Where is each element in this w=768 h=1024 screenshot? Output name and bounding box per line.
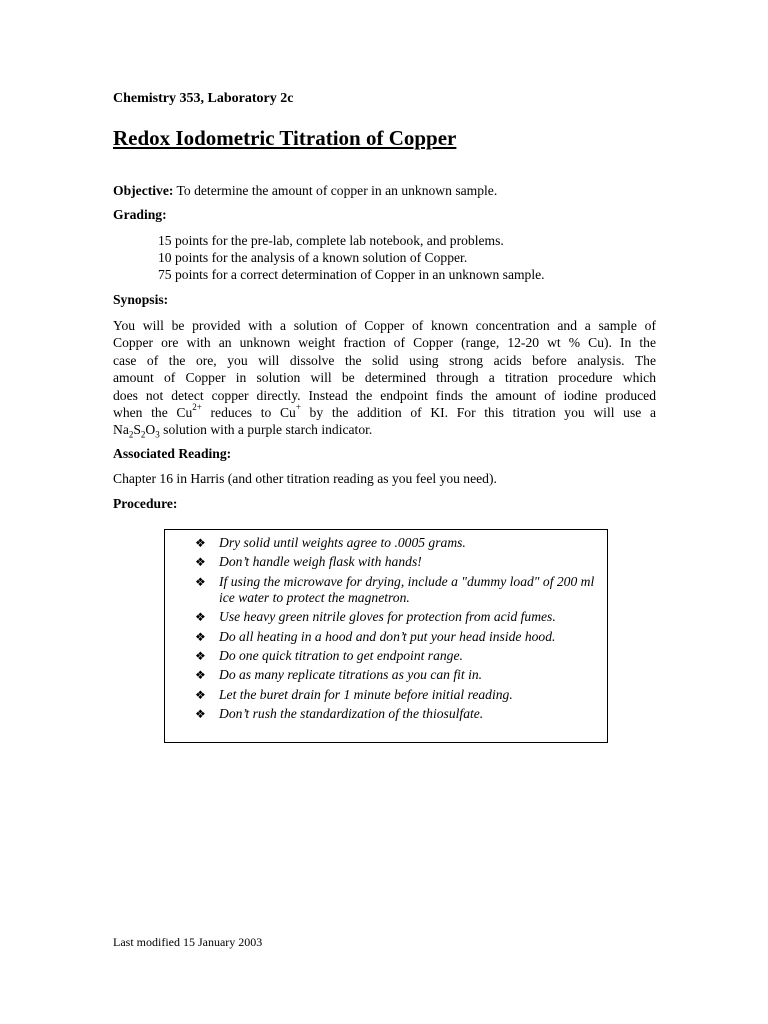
procedure-item-text: Don’t handle weigh flask with hands!: [219, 554, 422, 570]
last-modified-footer: Last modified 15 January 2003: [113, 935, 263, 949]
subscript: 3: [155, 430, 160, 441]
procedure-item-text: Let the buret drain for 1 minute before initial reading.: [219, 686, 513, 702]
procedure-item: [195, 574, 595, 606]
synopsis-line: You will be provided with a solution of Copper of known concentration and a sample of: [113, 318, 656, 333]
objective-label: Objective:: [113, 183, 174, 198]
procedure-item-text: Dry solid until weights agree to .0005 grams.: [219, 535, 466, 550]
subscript: 2: [128, 430, 134, 441]
synopsis-line-formula: [113, 401, 656, 421]
synopsis-line: amount of Copper in solution will be determined through a titration procedure which: [113, 370, 656, 386]
procedure-item-text: Don’t rush the standardization of the thiosulfate.: [219, 706, 484, 722]
text-fragment: Na: [113, 422, 129, 438]
procedure-item: [195, 554, 595, 570]
procedure-item: [195, 629, 595, 645]
grading-item: 75 points for a correct determination of Copper in an unknown sample.: [158, 267, 545, 282]
grading-item: 10 points for the analysis of a known solution of Copper.: [158, 250, 468, 265]
procedure-box: [164, 529, 608, 743]
reading-heading: Associated Reading:: [113, 446, 232, 461]
synopsis-line: case of the ore, you will dissolve the solid using strong acids before analysis. The: [113, 352, 656, 368]
procedure-item-text: If using the microwave for drying, include a "dummy load" of 200 ml ice water to protect the magnetron.: [219, 573, 595, 605]
procedure-item: [195, 648, 595, 664]
objective-section: [113, 182, 497, 199]
diamond-bullet-icon: ❖: [195, 574, 206, 589]
diamond-bullet-icon: ❖: [195, 687, 206, 702]
procedure-heading: Procedure:: [113, 496, 178, 511]
synopsis-paragraph: [113, 317, 656, 439]
procedure-item-text: Do one quick titration to get endpoint range.: [219, 647, 463, 663]
procedure-item: [195, 706, 595, 722]
procedure-item: [195, 687, 595, 703]
synopsis-line: Copper ore with an unknown weight fraction of Copper (range, 12-20 wt % Cu). In the: [113, 335, 656, 351]
procedure-item-text: Do as many replicate titrations as you can fit in.: [219, 667, 483, 683]
diamond-bullet-icon: ❖: [195, 648, 206, 663]
diamond-bullet-icon: ❖: [195, 536, 206, 550]
diamond-bullet-icon: ❖: [195, 610, 206, 625]
subscript: 2: [140, 430, 146, 441]
objective-text: To determine the amount of copper in an unknown sample.: [173, 183, 498, 198]
text-fragment: O: [145, 422, 156, 438]
diamond-bullet-icon: ❖: [195, 707, 206, 722]
text-fragment: solution with a purple starch indicator.: [159, 422, 373, 438]
text-fragment: reduces to Cu: [201, 405, 296, 421]
synopsis-line: does not detect copper directly. Instead the endpoint finds the amount of iodine produced: [113, 387, 656, 403]
grading-heading: Grading:: [113, 207, 167, 222]
superscript: +: [295, 401, 301, 412]
procedure-list: [195, 535, 595, 726]
diamond-bullet-icon: ❖: [195, 629, 206, 644]
course-label: Chemistry 353, Laboratory 2c: [113, 91, 294, 106]
procedure-item: [195, 609, 595, 625]
text-fragment: when the Cu: [113, 405, 193, 421]
procedure-item: [195, 535, 595, 551]
text-fragment: S: [133, 422, 141, 438]
reading-text: Chapter 16 in Harris (and other titration reading as you feel you need).: [113, 471, 497, 486]
page-title: Redox Iodometric Titration of Copper: [113, 126, 457, 150]
diamond-bullet-icon: ❖: [195, 555, 206, 570]
grading-item: 15 points for the pre-lab, complete lab notebook, and problems.: [158, 233, 504, 248]
procedure-item: [195, 667, 595, 683]
grading-list: [158, 232, 545, 283]
text-fragment: by the addition of KI. For this titration you will use a: [300, 405, 656, 421]
synopsis-heading: Synopsis:: [113, 292, 169, 307]
procedure-item-text: Do all heating in a hood and don’t put your head inside hood.: [219, 628, 556, 644]
procedure-item-text: Use heavy green nitrile gloves for protection from acid fumes.: [219, 609, 556, 625]
diamond-bullet-icon: ❖: [195, 668, 206, 683]
superscript: 2+: [192, 401, 202, 412]
synopsis-line-formula: [113, 421, 656, 441]
